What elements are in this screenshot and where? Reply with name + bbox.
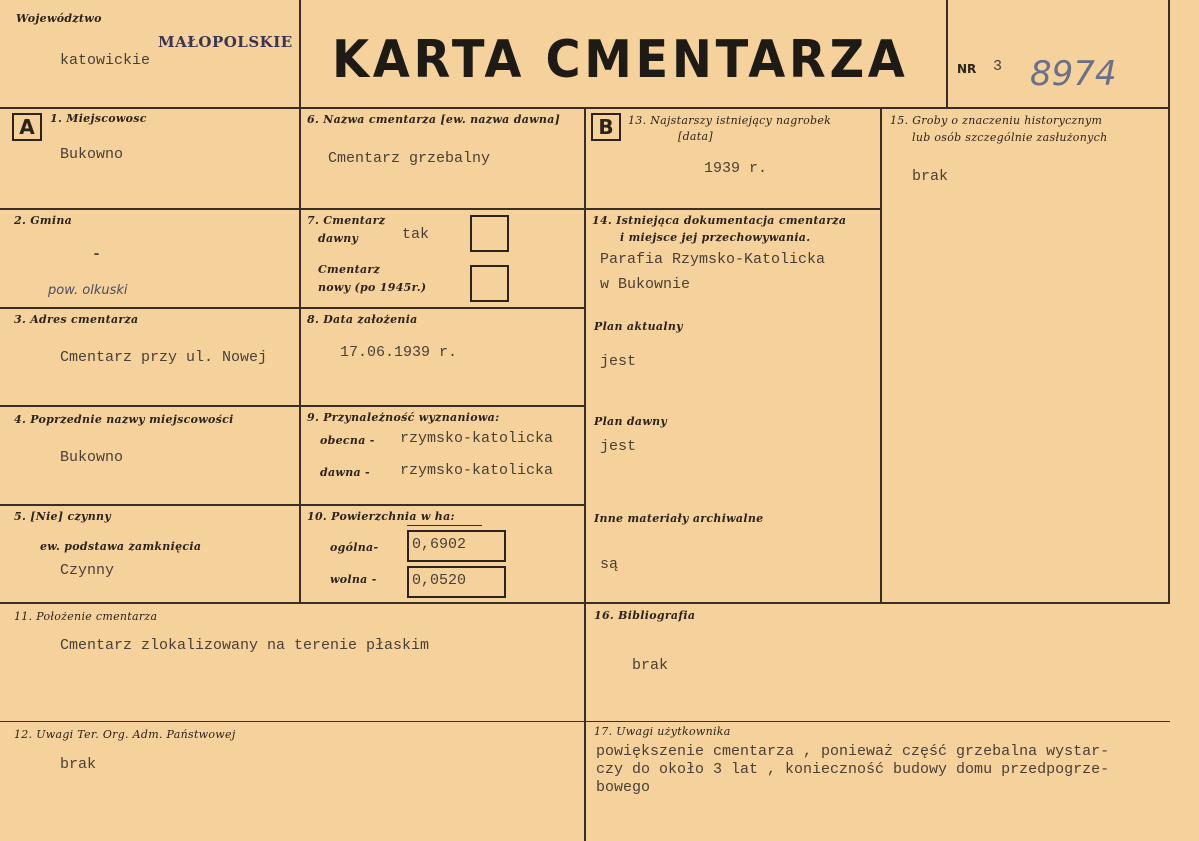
field-14-label-1: 14. Istniejąca dokumentacja cmentarza	[592, 214, 847, 227]
field-9-label: 9. Przynależność wyznaniowa:	[307, 411, 500, 424]
rule-row-3	[0, 405, 585, 407]
field-10-free-label: wolna -	[330, 573, 377, 586]
field-9-former-label: dawna -	[320, 466, 370, 479]
field-5-label-2: ew. podstawa zamknięcia	[40, 540, 202, 553]
field-14-label-2: i miejsce jej przechowywania.	[620, 231, 811, 244]
field-9-current-label: obecna -	[320, 434, 375, 447]
field-9-former-value: rzymsko-katolicka	[400, 462, 554, 479]
field-2-value: -	[92, 246, 102, 263]
field-6-value: Cmentarz grzebalny	[328, 150, 491, 167]
field-7-old-label-1: 7. Cmentarz	[307, 214, 386, 227]
nr-label: NR	[957, 62, 977, 76]
field-10-total-value: 0,6902	[412, 536, 467, 553]
field-1-value: Bukowno	[60, 146, 124, 163]
voivodeship-stamp: MAŁOPOLSKIE	[158, 33, 293, 51]
field-15-label-2: lub osób szczególnie zasłużonych	[912, 131, 1108, 144]
section-a-marker: A	[12, 113, 42, 141]
plan-current-value: jest	[600, 353, 637, 370]
field-13-label-1: 13. Najstarszy istniejący nagrobek	[628, 114, 832, 127]
field-8-label: 8. Data założenia	[307, 313, 418, 326]
field-2-handwritten: pow. olkuski	[48, 283, 128, 298]
voivodeship-value: katowickie	[60, 52, 151, 69]
rule-col-2	[584, 107, 586, 841]
field-17-line-3: bowego	[596, 779, 651, 796]
field-16-label: 16. Bibliografia	[594, 609, 696, 622]
field-11-value: Cmentarz zlokalizowany na terenie płaskim	[60, 637, 430, 654]
rule-right-edge	[1168, 0, 1170, 603]
field-1-label: 1. Miejscowosc	[50, 112, 147, 125]
field-13-label-2: [data]	[678, 130, 713, 143]
field-5-value: Czynny	[60, 562, 115, 579]
field-4-label: 4. Poprzednie nazwy miejscowości	[14, 413, 234, 426]
field-10-underline	[407, 525, 482, 526]
plan-old-value: jest	[600, 438, 637, 455]
nr-handwritten: 8974	[1030, 54, 1117, 94]
field-10-label: 10. Powierzchnia w ha:	[307, 510, 455, 523]
field-17-line-1: powiększenie cmentarza , ponieważ część grzebalna wystar-	[596, 743, 1110, 760]
field-17-label: 17. Uwagi użytkownika	[594, 725, 731, 738]
plan-old-label: Plan dawny	[594, 415, 668, 428]
section-b-marker: B	[591, 113, 621, 141]
rule-row-2	[0, 307, 585, 309]
field-7-old-label-2: dawny	[318, 232, 359, 245]
field-9-current-value: rzymsko-katolicka	[400, 430, 554, 447]
field-14-value-2: w Bukownie	[600, 276, 691, 293]
rule-col-1	[299, 107, 301, 602]
field-15-label-1: 15. Groby o znaczeniu historycznym	[890, 114, 1103, 127]
field-7-new-label-2: nowy (po 1945r.)	[318, 281, 427, 294]
field-17-line-2: czy do około 3 lat , konieczność budowy domu przedpogrze-	[596, 761, 1110, 778]
nr-printed: 3	[993, 58, 1003, 75]
field-7-new-label-1: Cmentarz	[318, 263, 381, 276]
rule-col-3	[880, 107, 882, 602]
field-12-label: 12. Uwagi Ter. Org. Adm. Państwowej	[14, 728, 236, 741]
other-materials-label: Inne materiały archiwalne	[594, 512, 764, 525]
card-title: KARTA CMENTARZA	[332, 30, 909, 90]
field-12-value: brak	[60, 756, 97, 773]
new-cemetery-checkbox	[470, 265, 509, 302]
field-4-value: Bukowno	[60, 449, 124, 466]
field-3-label: 3. Adres cmentarza	[14, 313, 139, 326]
field-16-value: brak	[632, 657, 669, 674]
field-3-value: Cmentarz przy ul. Nowej	[60, 349, 268, 366]
old-cemetery-checkbox	[470, 215, 509, 252]
field-15-value: brak	[912, 168, 949, 185]
field-6-label: 6. Nazwa cmentarza [ew. nazwa dawna]	[307, 113, 561, 126]
field-10-free-value: 0,0520	[412, 572, 467, 589]
voivodeship-label: Województwo	[16, 12, 102, 25]
field-8-value: 17.06.1939 r.	[340, 344, 458, 361]
field-14-value-1: Parafia Rzymsko-Katolicka	[600, 251, 826, 268]
field-13-value: 1939 r.	[704, 160, 768, 177]
other-materials-value: są	[600, 556, 619, 573]
plan-current-label: Plan aktualny	[594, 320, 683, 333]
rule-row-4	[0, 504, 585, 506]
field-10-total-label: ogólna-	[330, 541, 379, 554]
field-2-label: 2. Gmina	[14, 214, 73, 227]
rule-row-1	[0, 208, 880, 210]
rule-title-right	[946, 0, 948, 107]
field-5-label: 5. [Nie] czynny	[14, 510, 112, 523]
rule-title-left	[299, 0, 301, 107]
field-7-old-value: tak	[402, 226, 430, 243]
field-11-label: 11. Położenie cmentarza	[14, 610, 158, 623]
